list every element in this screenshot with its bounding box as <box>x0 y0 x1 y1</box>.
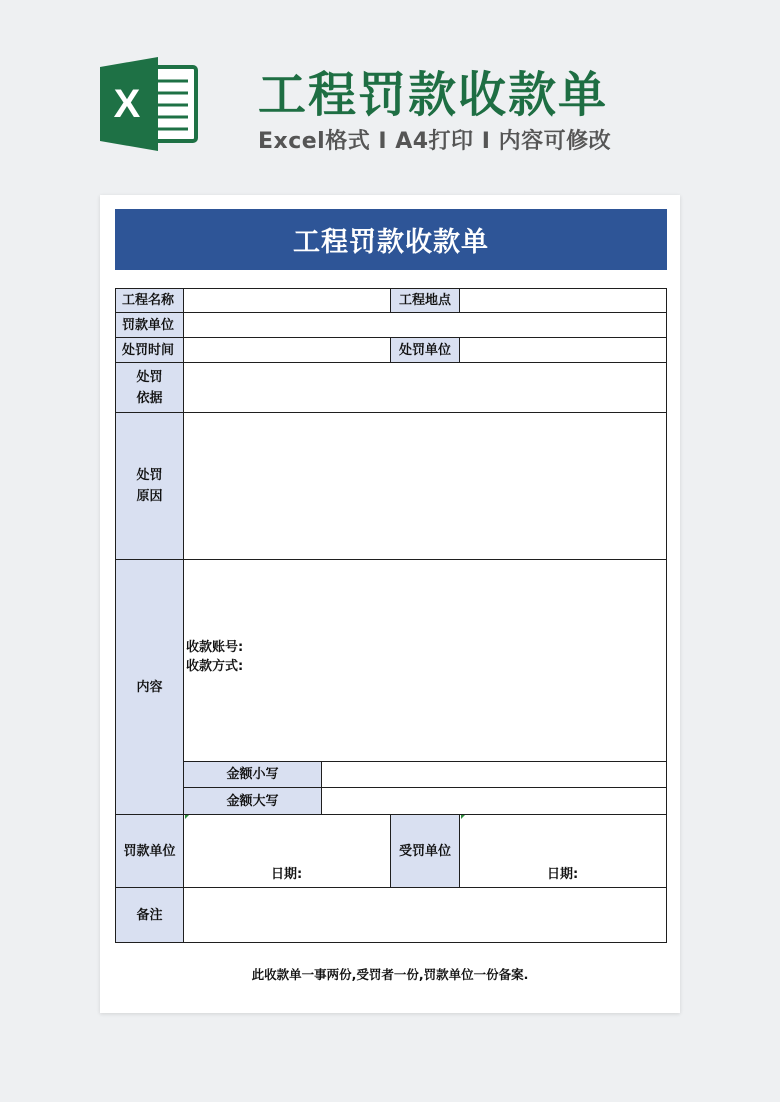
account-number-label: 收款账号: <box>186 640 244 655</box>
content-lines <box>186 638 243 676</box>
reason-field[interactable] <box>183 412 667 560</box>
label-sign-fined-unit: 罚款单位 <box>115 814 184 888</box>
date-label-left: 日期: <box>271 867 303 882</box>
label-reason: 处罚 原因 <box>115 412 184 560</box>
payment-method-label: 收款方式: <box>186 659 244 674</box>
page-title: 工程罚款收款单 <box>258 67 609 123</box>
cell-marker-icon <box>185 815 189 819</box>
basis-field[interactable] <box>183 362 667 413</box>
label-amount-lower: 金额小写 <box>183 761 322 788</box>
label-amount-upper: 金额大写 <box>183 787 322 815</box>
penalty-time-field[interactable] <box>183 337 391 363</box>
project-name-field[interactable] <box>183 288 391 313</box>
label-sign-receiving-unit: 受罚单位 <box>390 814 460 888</box>
label-remarks: 备注 <box>115 887 184 943</box>
remarks-field[interactable] <box>183 887 667 943</box>
penalty-unit-field[interactable] <box>459 337 667 363</box>
label-fined-unit: 罚款单位 <box>115 312 184 338</box>
label-content: 内容 <box>115 559 184 815</box>
svg-text:X: X <box>113 82 141 126</box>
content-field[interactable] <box>183 559 667 762</box>
label-penalty-unit: 处罚单位 <box>390 337 460 363</box>
date-label-right: 日期: <box>547 867 579 882</box>
form-banner-title: 工程罚款收款单 <box>115 209 667 270</box>
fined-unit-field[interactable] <box>183 312 667 338</box>
amount-upper-field[interactable] <box>321 787 667 815</box>
footer-note: 此收款单一事两份,受罚者一份,罚款单位一份备案. <box>251 967 529 982</box>
label-project-name: 工程名称 <box>115 288 184 313</box>
label-basis: 处罚 依据 <box>115 362 184 413</box>
paper-sheet <box>100 195 680 1013</box>
penalty-receipt-form <box>115 288 667 946</box>
page-subtitle: Excel格式 I A4打印 I 内容可修改 <box>258 129 612 154</box>
cell-marker-icon <box>461 815 465 819</box>
label-penalty-time: 处罚时间 <box>115 337 184 363</box>
excel-logo-icon <box>100 57 200 151</box>
label-project-location: 工程地点 <box>390 288 460 313</box>
project-location-field[interactable] <box>459 288 667 313</box>
amount-lower-field[interactable] <box>321 761 667 788</box>
